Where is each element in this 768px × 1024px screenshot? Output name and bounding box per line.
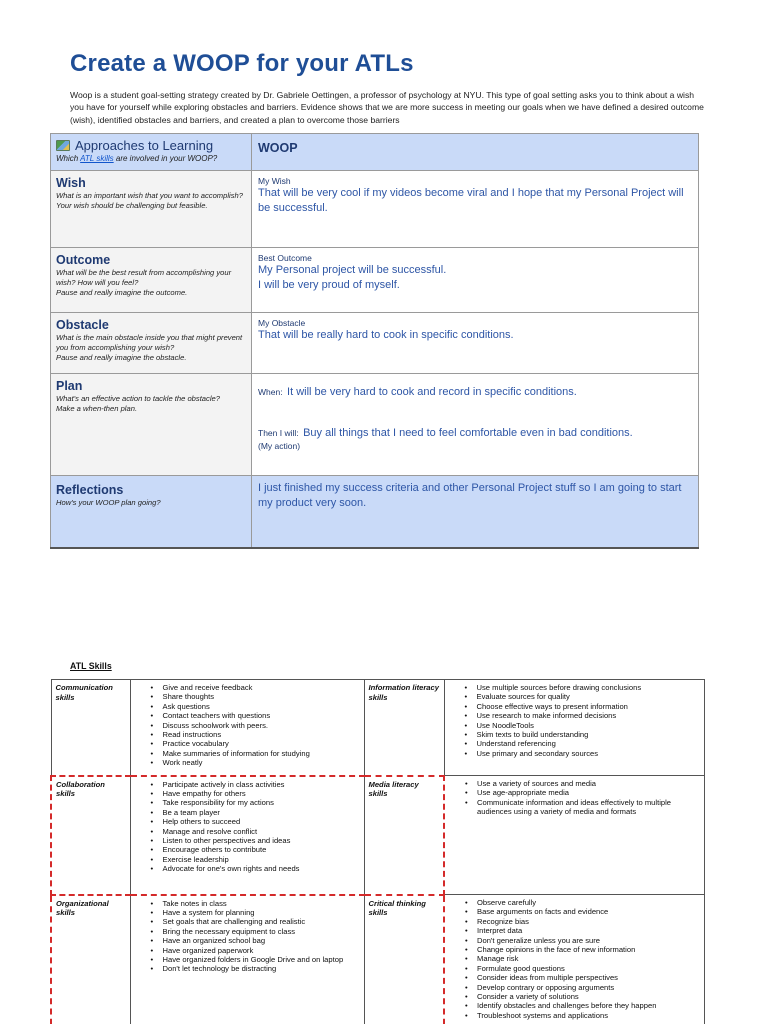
map-icon — [56, 140, 70, 151]
plan-answer-cell[interactable] — [252, 374, 699, 476]
list-item: • Interpret data — [465, 926, 700, 935]
reflections-title: Reflections — [56, 483, 124, 497]
list-item: • Develop contrary or opposing arguments — [465, 983, 700, 992]
skill-media-name: Media literacy skills — [364, 776, 444, 895]
skill-critical-list — [449, 898, 700, 1020]
list-item: • Take responsibility for my actions — [151, 798, 360, 807]
reflections-desc: How's your WOOP plan going? — [56, 498, 161, 507]
woop-heading: WOOP — [258, 141, 298, 155]
list-item: • Formulate good questions — [465, 964, 700, 973]
atl-row-1 — [51, 680, 705, 776]
wish-answer: That will be very cool if my videos become viral and I hope that my Personal Project will be successful. — [258, 187, 684, 214]
list-item: • Use NoodleTools — [465, 721, 701, 730]
obstacle-row — [51, 313, 699, 374]
atl-skills-table — [50, 679, 705, 1024]
list-item: • Base arguments on facts and evidence — [465, 907, 700, 916]
list-item: • Practice vocabulary — [151, 739, 360, 748]
list-item: • Read instructions — [151, 730, 360, 739]
reflections-answer: I just finished my success criteria and other Personal Project stuff so I am going to start my product very soon. — [258, 482, 682, 509]
outcome-answer-cell[interactable] — [252, 248, 699, 313]
list-item: • Encourage others to contribute — [151, 845, 360, 854]
page-title: Create a WOOP for your ATLs — [70, 50, 414, 77]
obstacle-title: Obstacle — [56, 318, 109, 332]
outcome-desc-2: Pause and really imagine the outcome. — [56, 288, 188, 297]
atl-row-3 — [51, 895, 705, 1024]
list-item: • Understand referencing — [465, 739, 701, 748]
outcome-row — [51, 248, 699, 313]
list-item: • Be a team player — [151, 808, 360, 817]
list-item: • Use primary and secondary sources — [465, 749, 701, 758]
list-item: • Identify obstacles and challenges before they happen — [465, 1001, 700, 1010]
then-note: (My action) — [258, 441, 301, 451]
atl-sub-prefix: Which — [56, 154, 81, 163]
wish-answer-cell[interactable] — [252, 171, 699, 248]
list-item: • Exercise leadership — [151, 855, 360, 864]
outcome-desc-1: What will be the best result from accomplishing your wish? How will you feel? — [56, 268, 232, 287]
plan-row — [51, 374, 699, 476]
list-item: • Help others to succeed — [151, 817, 360, 826]
plan-title: Plan — [56, 379, 83, 393]
atl-skills-caption: ATL Skills — [70, 661, 112, 671]
plan-then-line — [258, 423, 692, 441]
outcome-label: Best Outcome — [258, 253, 312, 263]
atl-heading-text: Approaches to Learning — [75, 138, 214, 153]
when-label: When: — [258, 387, 283, 397]
list-item: • Evaluate sources for quality — [465, 692, 701, 701]
plan-desc-1: What's an effective action to tackle the obstacle? — [56, 394, 220, 403]
plan-when-line — [258, 379, 692, 400]
list-item: • Discuss schoolwork with peers. — [151, 721, 360, 730]
skill-information-list — [449, 683, 701, 758]
skill-communication-name: Communication skills — [51, 680, 130, 776]
skill-organizational-name: Organizational skills — [51, 895, 130, 1024]
list-item: • Give and receive feedback — [151, 683, 360, 692]
then-label: Then I will: — [258, 428, 299, 438]
woop-header-right — [252, 134, 699, 171]
list-item: • Listen to other perspectives and ideas — [151, 836, 360, 845]
skill-information-list-cell — [444, 680, 705, 776]
list-item: • Ask questions — [151, 702, 360, 711]
list-item: • Work neatly — [151, 758, 360, 767]
wish-row — [51, 171, 699, 248]
atl-heading — [56, 138, 246, 153]
list-item: • Have an organized school bag — [151, 936, 360, 945]
obstacle-label: My Obstacle — [258, 318, 306, 328]
list-item: • Communicate information and ideas effectively to multiple audiences using a variety of media and formats — [465, 798, 700, 817]
list-item: • Have empathy for others — [151, 789, 360, 798]
woop-header-left — [51, 134, 252, 171]
plan-desc-2: Make a when-then plan. — [56, 404, 138, 413]
list-item: • Observe carefully — [465, 898, 700, 907]
list-item: • Change opinions in the face of new information — [465, 945, 700, 954]
list-item: • Choose effective ways to present information — [465, 702, 701, 711]
list-item: • Troubleshoot systems and applications — [465, 1011, 700, 1020]
list-item: • Use age-appropriate media — [465, 788, 700, 797]
list-item: • Contact teachers with questions — [151, 711, 360, 720]
skill-media-list-cell — [444, 776, 705, 895]
list-item: • Use research to make informed decisions — [465, 711, 701, 720]
list-item: • Set goals that are challenging and realistic — [151, 917, 360, 926]
atl-sub-suffix: are involved in your WOOP? — [113, 154, 218, 163]
list-item: • Don't generalize unless you are sure — [465, 936, 700, 945]
outcome-answer-1: My Personal project will be successful. — [258, 264, 447, 276]
then-answer: Buy all things that I need to feel comfortable even in bad conditions. — [303, 427, 633, 439]
list-item: • Use multiple sources before drawing conclusions — [465, 683, 701, 692]
list-item: • Recognize bias — [465, 917, 700, 926]
atl-row-2 — [51, 776, 705, 895]
wish-label: My Wish — [258, 176, 291, 186]
skill-collaboration-name: Collaboration skills — [51, 776, 130, 895]
intro-paragraph: Woop is a student goal-setting strategy created by Dr. Gabriele Oettingen, a professor of psychology at NYU. This type of goal setting asks you to think about a wish you have for yourself while exploring obstacles and barriers. Evidence shows that we are more success in meeting our goals when we have defined a desired outcome (wish), identified obstacles and barriers, and created a plan to overcome those barriers — [70, 90, 704, 125]
list-item: • Skim texts to build understanding — [465, 730, 701, 739]
list-item: • Don't let technology be distracting — [151, 964, 360, 973]
woop-header-row — [51, 134, 699, 171]
list-item: • Consider ideas from multiple perspectives — [465, 973, 700, 982]
skill-information-name: Information literacy skills — [364, 680, 444, 776]
skill-communication-list — [135, 683, 360, 768]
list-item: • Use a variety of sources and media — [465, 779, 700, 788]
plan-prompt-cell — [51, 374, 252, 476]
skill-media-list — [449, 779, 700, 817]
skill-organizational-list-cell — [130, 895, 364, 1024]
list-item: • Share thoughts — [151, 692, 360, 701]
skill-collaboration-list — [135, 780, 360, 874]
reflections-prompt-cell — [51, 476, 252, 548]
skill-communication-list-cell — [130, 680, 364, 776]
wish-prompt-cell — [51, 171, 252, 248]
list-item: • Bring the necessary equipment to class — [151, 927, 360, 936]
outcome-answer-2: I will be very proud of myself. — [258, 278, 400, 291]
woop-table — [50, 133, 699, 549]
obstacle-answer: That will be really hard to cook in specific conditions. — [258, 329, 514, 341]
when-answer: It will be very hard to cook and record in specific conditions. — [287, 386, 577, 398]
skill-critical-name: Critical thinking skills — [364, 895, 444, 1024]
list-item: • Have organized folders in Google Drive and on laptop — [151, 955, 360, 964]
list-item: • Advocate for one's own rights and needs — [151, 864, 360, 873]
obstacle-desc-2: Pause and really imagine the obstacle. — [56, 353, 187, 362]
obstacle-desc-1: What is the main obstacle inside you that might prevent you from accomplishing your wish? — [56, 333, 243, 352]
reflections-answer-cell[interactable] — [252, 476, 699, 548]
outcome-title: Outcome — [56, 253, 111, 267]
list-item: • Have a system for planning — [151, 908, 360, 917]
list-item: • Take notes in class — [151, 899, 360, 908]
list-item: • Manage and resolve conflict — [151, 827, 360, 836]
list-item: • Consider a variety of solutions — [465, 992, 700, 1001]
skill-organizational-list — [135, 899, 360, 974]
list-item: • Manage risk — [465, 954, 700, 963]
atl-skills-link[interactable]: ATL skills — [80, 154, 114, 163]
obstacle-answer-cell[interactable] — [252, 313, 699, 374]
reflections-row — [51, 476, 699, 548]
skill-collaboration-list-cell — [130, 776, 364, 895]
skill-critical-list-cell — [444, 895, 705, 1024]
outcome-prompt-cell — [51, 248, 252, 313]
list-item: • Participate actively in class activities — [151, 780, 360, 789]
list-item: • Make summaries of information for studying — [151, 749, 360, 758]
wish-desc-2: Your wish should be challenging but feasible. — [56, 201, 208, 210]
wish-title: Wish — [56, 176, 86, 190]
atl-heading-sub — [56, 154, 246, 163]
wish-desc-1: What is an important wish that you want to accomplish? — [56, 191, 243, 200]
list-item: • Have organized paperwork — [151, 946, 360, 955]
obstacle-prompt-cell — [51, 313, 252, 374]
